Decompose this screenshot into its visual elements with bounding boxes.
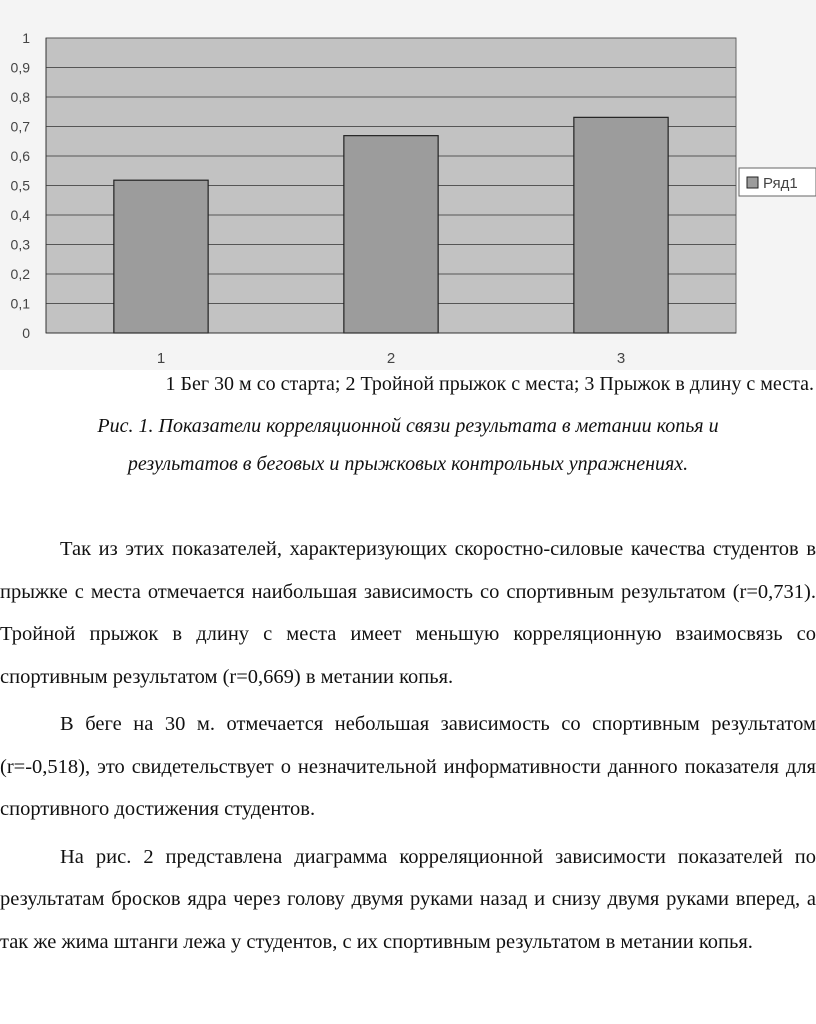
legend xyxy=(739,168,816,196)
x-tick-label: 3 xyxy=(616,350,626,367)
y-tick-label: 0,6 xyxy=(10,148,30,164)
bar-chart xyxy=(0,0,816,370)
y-tick-label: 1 xyxy=(22,30,30,46)
y-tick-label: 0 xyxy=(22,325,30,341)
bar-2 xyxy=(344,136,438,333)
legend-label: Ряд1 xyxy=(763,175,798,192)
y-tick-label: 0,2 xyxy=(10,266,30,282)
chart-figure xyxy=(0,0,816,370)
figure-caption-line-2: результатов в беговых и прыжковых контрольных упражнениях. xyxy=(127,453,689,475)
paragraph-2: В беге на 30 м. отмечается небольшая зависимость со спортивным результатом (r=-0,518), это свидетельствует о незначительной информативности данного показателя для спортивного достижения студентов. xyxy=(0,713,816,820)
y-tick-label: 0,5 xyxy=(10,177,30,194)
bar-1 xyxy=(114,180,208,333)
legend-swatch xyxy=(747,177,758,188)
y-tick-label: 0,9 xyxy=(10,59,30,76)
y-tick-labels xyxy=(11,30,31,341)
bar-3 xyxy=(574,117,668,333)
y-tick-label: 0,3 xyxy=(10,236,30,253)
x-tick-label: 2 xyxy=(386,350,396,367)
x-tick-label: 1 xyxy=(156,350,166,367)
categories-caption: 1 Бег 30 м со старта; 2 Тройной прыжок с места; 3 Прыжок в длину с места. xyxy=(165,373,814,395)
figure-caption-line-1: Рис. 1. Показатели корреляционной связи результата в метании копья и xyxy=(97,415,719,437)
paragraph-1: Так из этих показателей, характеризующих скоростно-силовые качества студентов в прыжке с места отмечается наибольшая зависимость со спортивным результатом (r=0,731). Тройной прыжок в длину с места имеет меньшую корреляционную взаимосвязь со спортивным результатом (r=0,669) в метании копья. xyxy=(0,538,816,688)
y-tick-label: 0,4 xyxy=(10,207,30,223)
y-tick-label: 0,8 xyxy=(10,89,30,105)
body-text xyxy=(0,528,816,968)
x-tick-labels xyxy=(157,350,625,367)
paragraph-3: На рис. 2 представлена диаграмма корреляционной зависимости показателей по результатам бросков ядра через голову двумя руками назад и снизу двумя руками вперед, а так же жима штанги лежа у студентов, с их спортивным результатом в метании копья. xyxy=(0,845,816,953)
y-tick-label: 0,1 xyxy=(10,295,30,312)
figure-caption xyxy=(0,407,816,483)
y-tick-label: 0,7 xyxy=(10,118,30,135)
